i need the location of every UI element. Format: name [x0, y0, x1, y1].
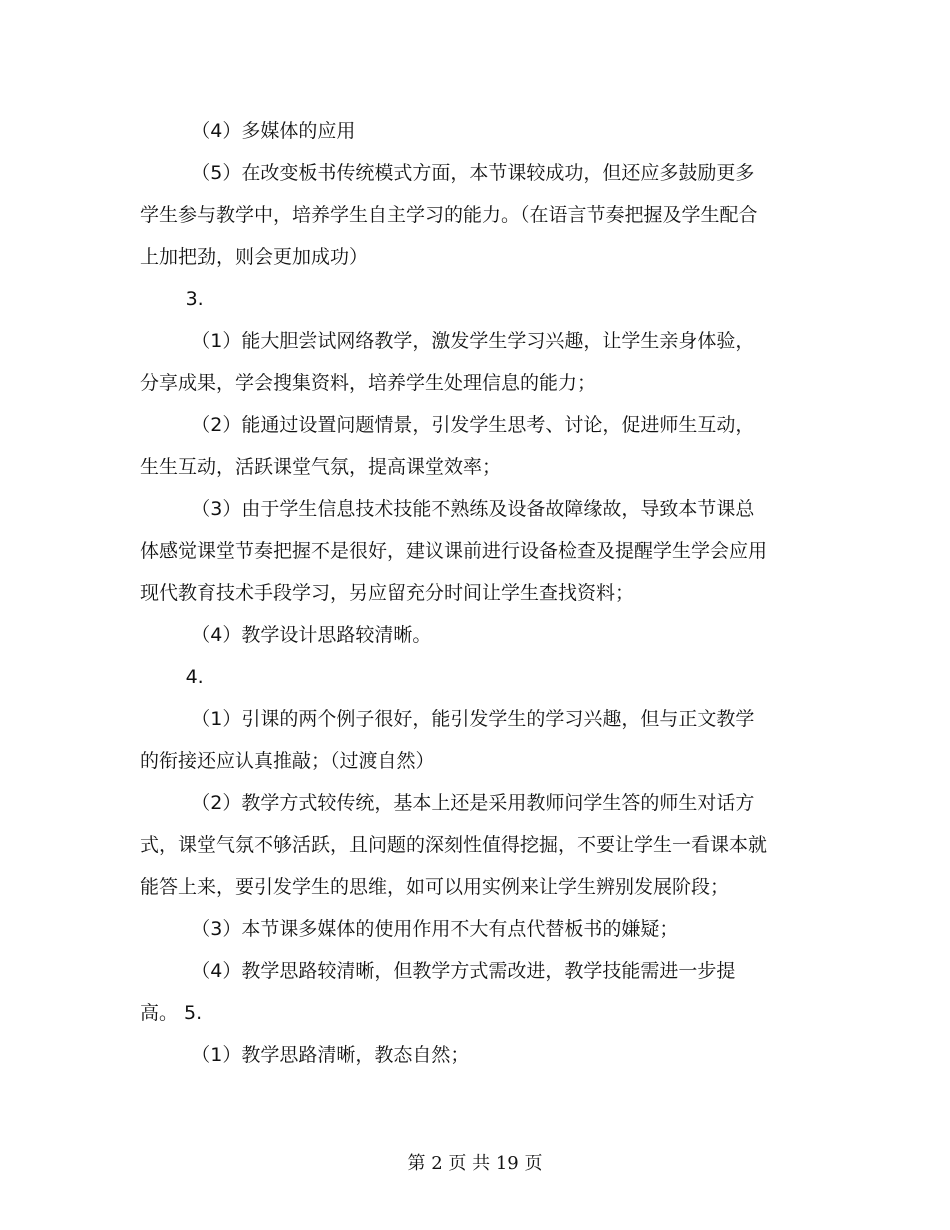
paragraph-3-item-1: （1）能大胆尝试网络教学，激发学生学习兴趣，让学生亲身体验，分享成果，学会搜集资料，培养学生处理信息的能力；: [140, 330, 755, 394]
paragraph-3-item-3: （3）由于学生信息技术技能不熟练及设备故障缘故，导致本节课总体感觉课堂节奏把握不是很好，建议课前进行设备检查及提醒学生学会应用现代教育技术手段学习，另应留充分时间让学生查找资料；: [140, 498, 768, 604]
section-number-4: 4.: [185, 666, 204, 688]
paragraph-3-item-2: （2）能通过设置问题情景，引发学生思考、讨论，促进师生互动，生生互动，活跃课堂气氛，提高课堂效率；: [140, 414, 755, 478]
section-number-3: 3.: [185, 288, 204, 310]
paragraph-item-5-blackboard: （5）在改变板书传统模式方面，本节课较成功，但还应多鼓励更多学生参与教学中，培养学生自主学习的能力。（在语言节奏把握及学生配合上加把劲，则会更加成功）: [140, 162, 758, 268]
paragraph-4-item-4: （4）教学思路较清晰，但教学方式需改进，教学技能需进一步提高。 5.: [140, 960, 736, 1024]
page-footer: [0, 1150, 950, 1178]
paragraph-5-item-1: （1）教学思路清晰，教态自然；: [191, 1044, 470, 1066]
paragraph-4-item-2: （2）教学方式较传统，基本上还是采用教师问学生答的师生对话方式，课堂气氛不够活跃，且问题的深刻性值得挖掘，不要让学生一看课本就能答上来，要引发学生的思维，如可以用实例来让学生辨别发展阶段；: [140, 792, 768, 898]
document-body: [140, 110, 770, 1076]
page-number-label: 第 2 页 共 19 页: [407, 1153, 543, 1174]
paragraph-4-item-3: （3）本节课多媒体的使用作用不大有点代替板书的嫌疑；: [191, 918, 679, 940]
paragraph-4-item-1: （1）引课的两个例子很好，能引发学生的学习兴趣，但与正文教学的衔接还应认真推敲；（过渡自然）: [140, 708, 755, 772]
paragraph-item-4-multimedia: （4）多媒体的应用: [191, 120, 356, 142]
paragraph-3-item-4: （4）教学设计思路较清晰。: [191, 624, 432, 646]
